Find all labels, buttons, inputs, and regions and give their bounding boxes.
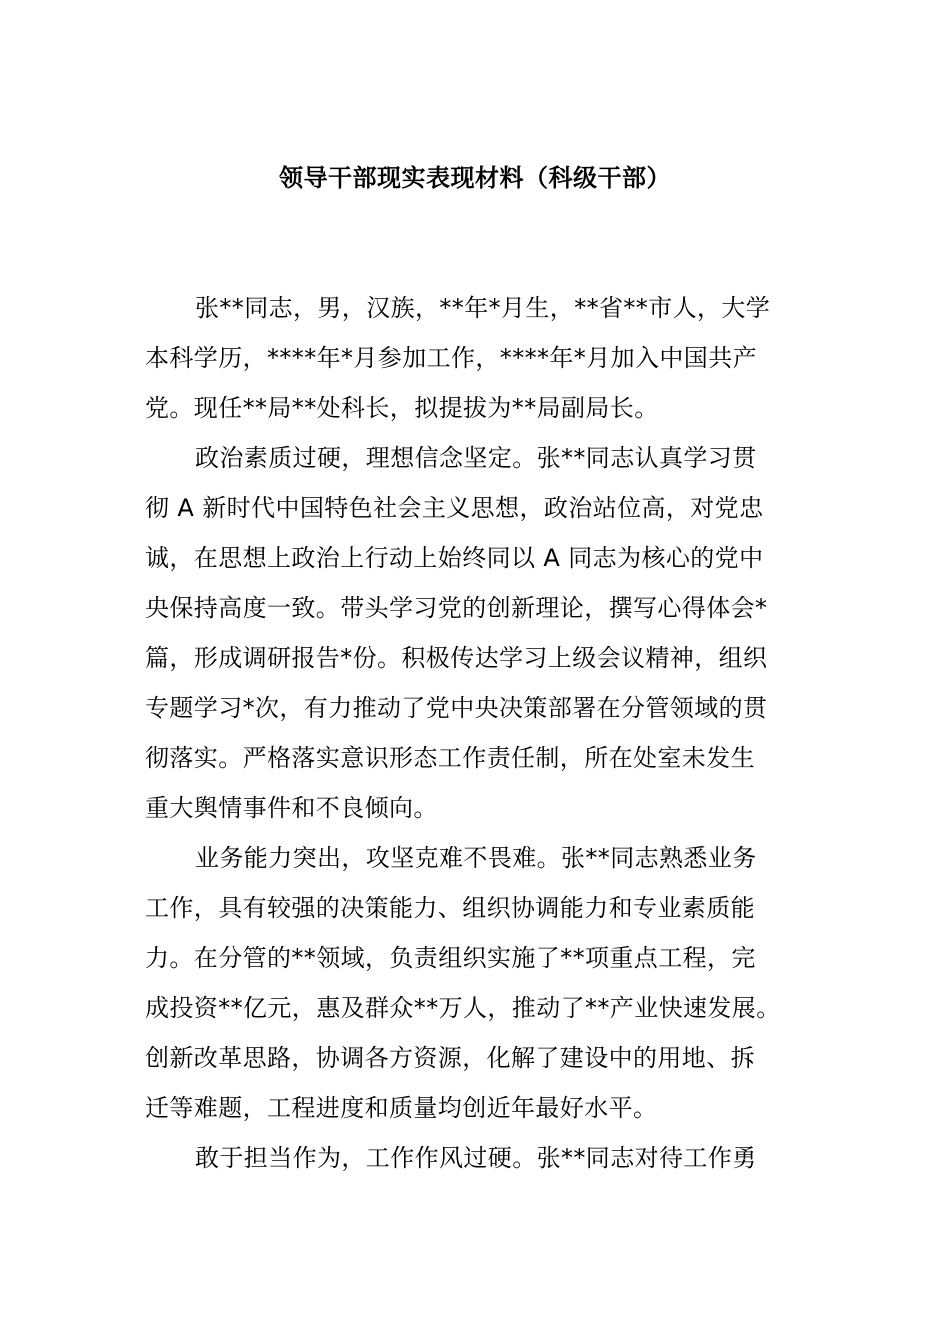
body-line: 成投资**亿元，惠及群众**万人，推动了**产业快速发展。 [145,994,781,1022]
body-line: 工作，具有较强的决策能力、组织协调能力和专业素质能 [145,894,755,922]
body-line: 重大舆情事件和不良倾向。 [145,794,438,822]
body-line: 业务能力突出，攻坚克难不畏难。张**同志熟悉业务 [195,844,757,872]
body-line: 彻 A 新时代中国特色社会主义思想，政治站位高，对党忠 [145,494,764,522]
body-line: 诚，在思想上政治上行动上始终同以 A 同志为核心的党中 [145,544,764,572]
body-line: 篇，形成调研报告*份。积极传达学习上级会议精神，组织 [145,644,768,672]
body-line: 本科学历，****年*月参加工作，****年*月加入中国共产 [145,344,757,372]
body-line: 党。现任**局**处科长，拟提拔为**局副局长。 [145,394,659,422]
body-line: 迁等难题，工程进度和质量均创近年最好水平。 [145,1094,658,1122]
body-line: 张**同志，男，汉族，**年*月生，**省**市人，大学 [195,294,771,322]
body-line: 央保持高度一致。带头学习党的创新理论，撰写心得体会* [145,594,768,622]
document-title: 领导干部现实表现材料（科级干部） [279,164,671,192]
body-line: 彻落实。严格落实意识形态工作责任制，所在处室未发生 [145,744,755,772]
body-line: 政治素质过硬，理想信念坚定。张**同志认真学习贯 [195,444,757,472]
body-line: 敢于担当作为，工作作风过硬。张**同志对待工作勇 [195,1144,757,1172]
body-line: 创新改革思路，协调各方资源，化解了建设中的用地、拆 [145,1044,755,1072]
document-body [145,283,835,1183]
body-line: 力。在分管的**领域，负责组织实施了**项重点工程，完 [145,944,756,972]
body-line: 专题学习*次，有力推动了党中央决策部署在分管领域的贯 [145,694,768,722]
